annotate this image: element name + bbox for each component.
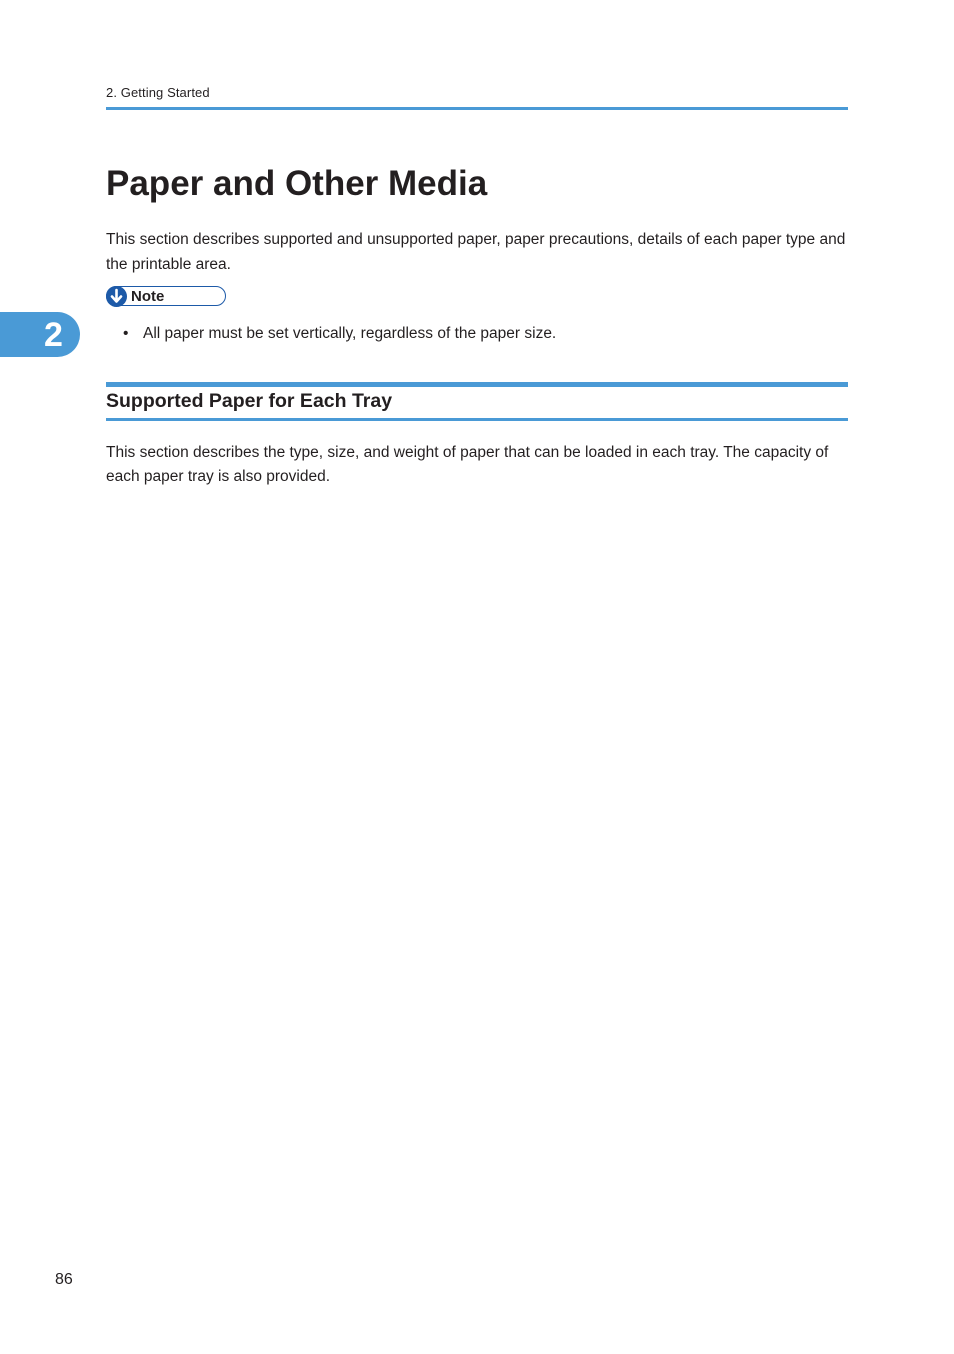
section-paragraph: This section describes the type, size, and weight of paper that can be loaded in each tray. The capacity of each paper tray is also provided.: [106, 444, 829, 485]
intro-paragraph: This section describes supported and unsupported paper, paper precautions, details of each paper type and the printable area.: [106, 231, 846, 273]
chapter-number: 2: [44, 316, 63, 354]
page-number: 86: [55, 1271, 73, 1288]
section-heading: Supported Paper for Each Tray: [106, 390, 393, 412]
chapter-tab: [0, 312, 80, 357]
note-text: Note: [131, 288, 165, 305]
breadcrumb: 2. Getting Started: [106, 85, 210, 100]
section-bottom-divider: [106, 418, 848, 421]
list-item-text: All paper must be set vertically, regardless of the paper size.: [143, 325, 557, 342]
section-top-divider: [106, 382, 848, 387]
page-title: Paper and Other Media: [106, 164, 488, 203]
bullet-icon: •: [123, 325, 129, 342]
down-arrow-icon: [106, 286, 127, 307]
note-list: [106, 321, 556, 346]
header-divider: [106, 107, 848, 110]
list-item: [106, 321, 556, 346]
note-label: [106, 286, 226, 306]
